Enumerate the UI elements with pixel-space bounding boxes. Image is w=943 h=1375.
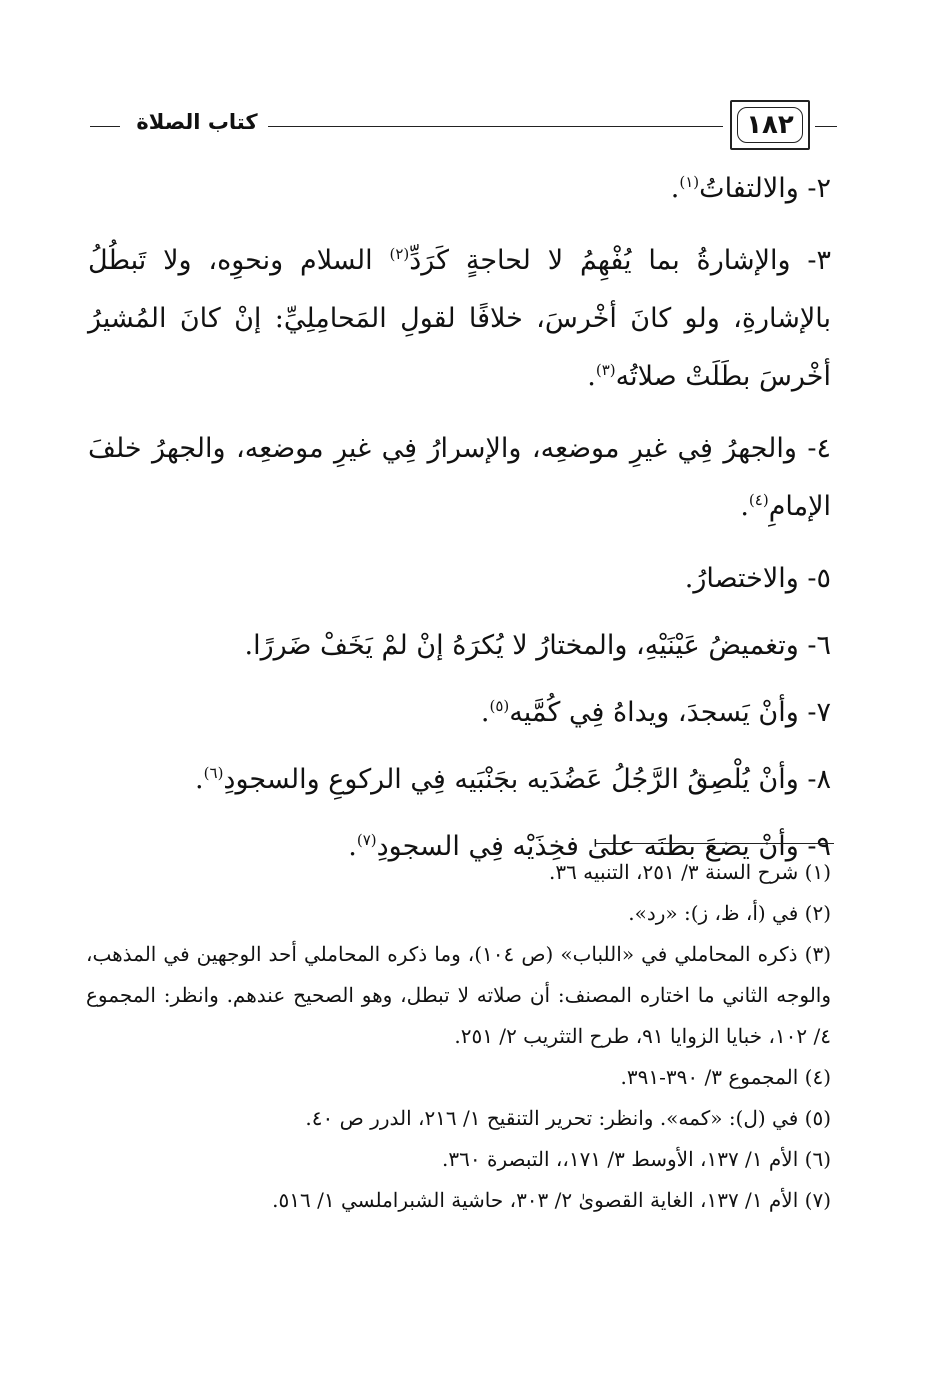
footnote-3: (٣) ذكره المحاملي في «اللباب» (ص ١٠٤)، وما ذكره المحاملي أحد الوجهين في المذهب، والوجه الثاني ما اختاره المصنف: أن صلاته لا تبطل، وهو الصحيح عندهم. وانظر: المجموع ٤/ ١٠٢، خبايا الزوايا ٩١، طرح التثريب ٢/ ٢٥١.: [86, 942, 831, 1048]
list-item-6: [88, 617, 831, 675]
list-item-3: [88, 232, 831, 406]
main-text: [88, 160, 831, 885]
page-number-frame: [730, 100, 810, 150]
item-text: ٩- وأنْ يضعَ بطنَه علىٰ فخِذَيْه فِي السجودِ: [376, 831, 831, 862]
item-text: ٨- وأنْ يُلْصِقُ الرَّجُلُ عَضُدَيه بجَنْبَيه فِي الركوعِ والسجودِ: [223, 764, 831, 795]
footnote-ref: (٥): [489, 697, 510, 715]
footnote-ref: (٦): [203, 764, 224, 782]
list-item-7: [88, 684, 831, 742]
item-text: ٧- وأنْ يَسجدَ، ويداهُ فِي كُمَّيه: [509, 697, 831, 728]
item-text: ٤- والجهرُ فِي غيرِ موضعِه، والإسرارُ فِي غيرِ موضعِه، والجهرُ خلفَ الإمامِ: [88, 433, 831, 522]
header-rule-left: [90, 126, 120, 127]
list-item-8: [88, 751, 831, 809]
page-number: ١٨٢: [737, 107, 803, 143]
list-item-2: [88, 160, 831, 218]
footnote-ref: (١): [679, 173, 700, 191]
item-tail: .: [195, 764, 204, 795]
footnote-ref: (٢): [389, 245, 410, 263]
footnote-4: (٤) المجموع ٣/ ٣٩٠-٣٩١.: [620, 1065, 831, 1089]
footnote-ref: (٣): [595, 361, 616, 379]
footnote-7: (٧) الأم ١/ ١٣٧، الغاية القصوىٰ ٢/ ٣٠٣، حاشية الشبراملسي ١/ ٥١٦.: [272, 1188, 831, 1212]
item-tail: .: [480, 697, 490, 728]
item-tail: .: [670, 173, 680, 204]
header-rule-middle: [268, 126, 723, 127]
header-rule-right: [815, 126, 837, 127]
footnote-1: (١) شرح السنة ٣/ ٢٥١، التنبيه ٣٦.: [548, 860, 831, 884]
item-text: ٥- والاختصارُ.: [684, 563, 831, 594]
item-tail: .: [348, 831, 357, 862]
item-tail: السلام ونحوِه، ولا تَبطُلُ بالإشارةِ، ولو كانَ أخْرسَ، خلافًا لقولِ المَحامِلِيِّ: إنْ كانَ المُشيرُ أخْرسَ بطَلَتْ صلاتُه: [88, 245, 831, 392]
footnote-ref: (٤): [748, 491, 769, 509]
running-title: كتاب الصلاة: [136, 110, 258, 134]
item-text: ٣- والإشارةُ بما يُفْهِمُ لا لحاجةٍ كَرَدِّ: [409, 245, 831, 276]
item-text: ٦- وتغميضُ عَيْنَيْهِ، والمختارُ لا يُكرَهُ إنْ لمْ يَخَفْ ضَررًا.: [244, 630, 831, 661]
item-tail: .: [740, 491, 749, 522]
footnote-ref: (٧): [356, 831, 377, 849]
footnote-6: (٦) الأم ١/ ١٣٧، الأوسط ٣/ ١٧١،، التبصرة ٣٦٠.: [442, 1147, 831, 1171]
item-text: ٢- والالتفاتُ: [699, 173, 831, 204]
list-item-4: [88, 420, 831, 536]
footnotes: [86, 852, 831, 1221]
list-item-5: [88, 550, 831, 608]
item-tail: .: [587, 361, 596, 392]
footnote-2: (٢) في (أ، ظ، ز): «رد».: [628, 901, 831, 925]
page-header: [80, 96, 840, 158]
footnote-separator: [596, 843, 834, 844]
footnote-5: (٥) في (ل): «كمه». وانظر: تحرير التنقيح ١/ ٢١٦، الدرر ص ٤٠.: [305, 1106, 831, 1130]
